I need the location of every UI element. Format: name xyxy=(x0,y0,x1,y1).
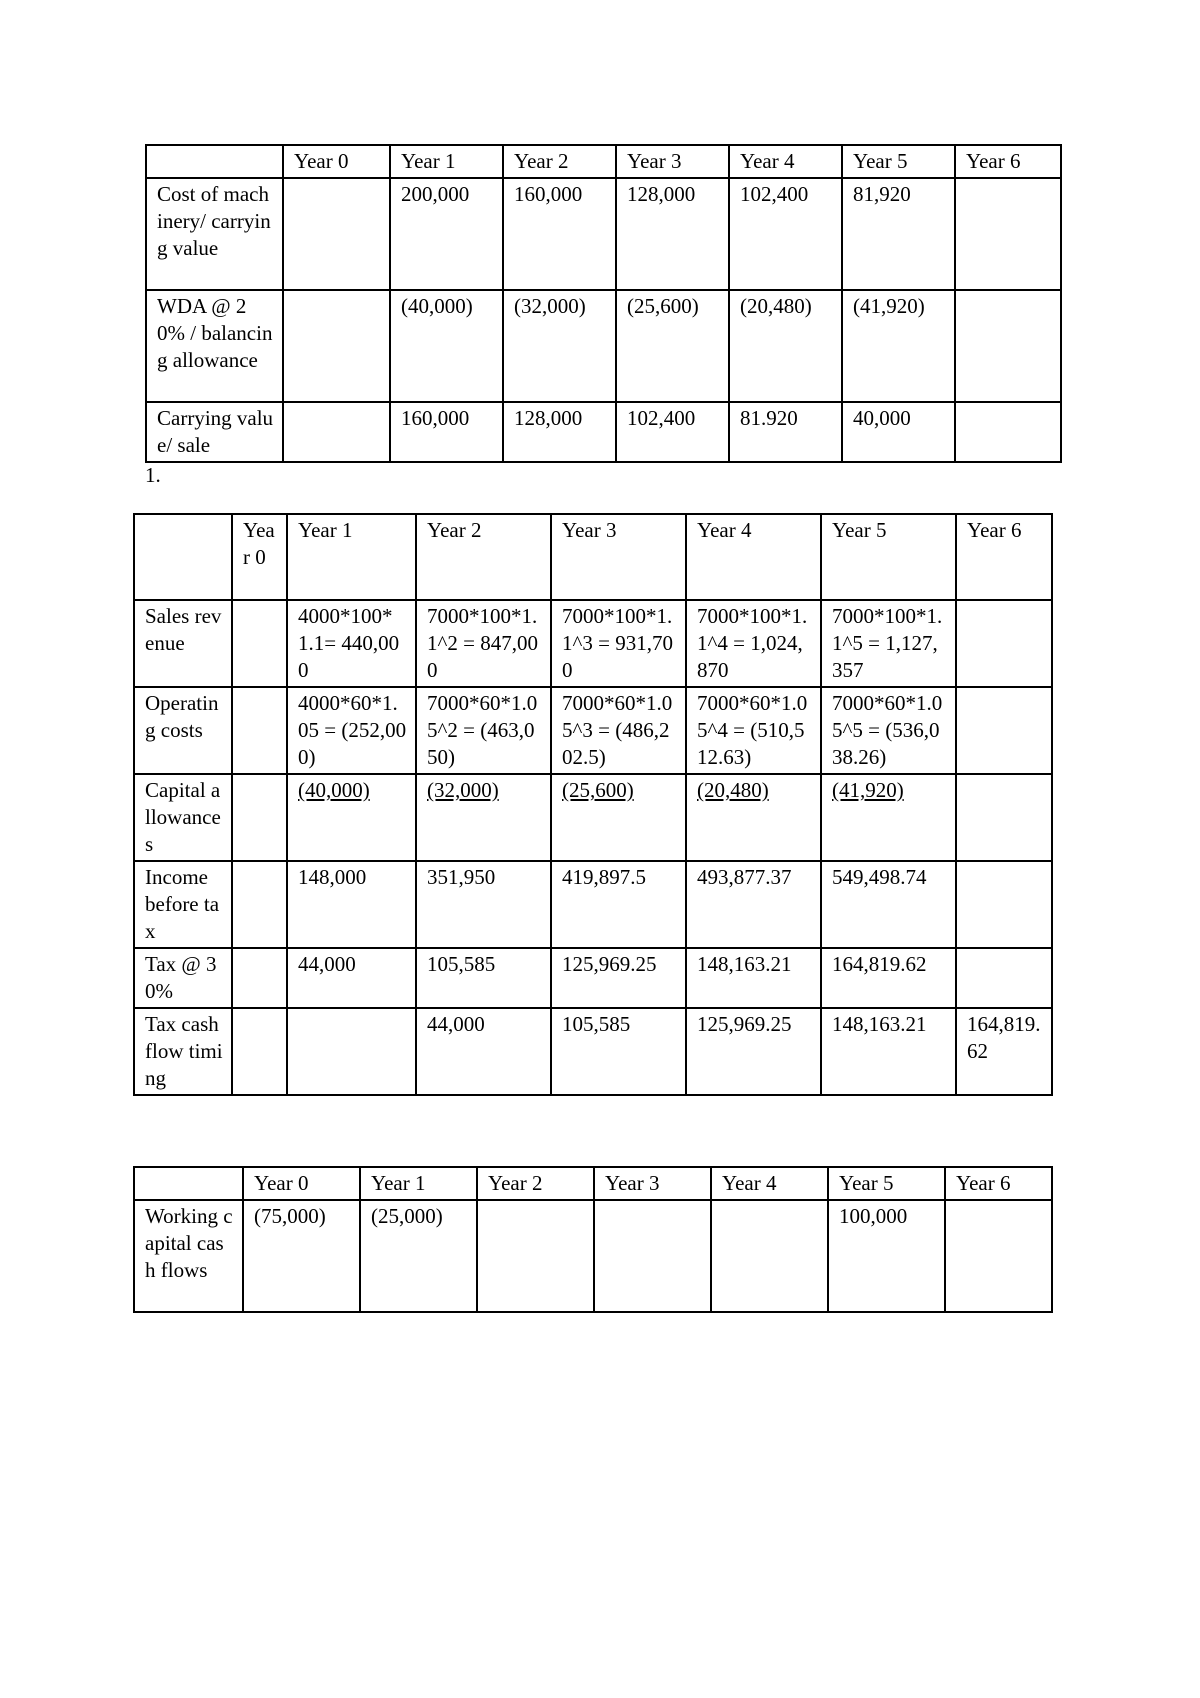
header-cell: Year 6 xyxy=(955,145,1061,178)
table-cell: 7000*60*1.05^5 = (536,038.26) xyxy=(821,687,956,774)
header-cell: Year 4 xyxy=(686,514,821,600)
table-cell: 44,000 xyxy=(416,1008,551,1095)
header-cell: Year 2 xyxy=(477,1167,594,1200)
table-cell: 493,877.37 xyxy=(686,861,821,948)
table-cell: 125,969.25 xyxy=(686,1008,821,1095)
table-cell xyxy=(956,600,1052,687)
table-cell: 148,163.21 xyxy=(821,1008,956,1095)
header-cell: Year 4 xyxy=(729,145,842,178)
table-cell: (32,000) xyxy=(416,774,551,861)
table-cell: (25,600) xyxy=(616,290,729,402)
row-label: Sales revenue xyxy=(134,600,232,687)
table-cell: 125,969.25 xyxy=(551,948,686,1008)
header-cell: Year 6 xyxy=(945,1167,1052,1200)
row-label: Operating costs xyxy=(134,687,232,774)
table-cell: 160,000 xyxy=(503,178,616,290)
table-row xyxy=(146,178,1061,290)
header-cell: Year 3 xyxy=(616,145,729,178)
table-cell: 148,000 xyxy=(287,861,416,948)
header-cell: Year 4 xyxy=(711,1167,828,1200)
header-cell: Year 6 xyxy=(956,514,1052,600)
table-cell xyxy=(956,774,1052,861)
table-cell: 7000*100*1.1^2 = 847,000 xyxy=(416,600,551,687)
table-cell: (75,000) xyxy=(243,1200,360,1312)
table-cell: 128,000 xyxy=(616,178,729,290)
header-cell: Year 1 xyxy=(390,145,503,178)
header-cell xyxy=(134,1167,243,1200)
section-number: 1. xyxy=(145,463,161,487)
table-cell xyxy=(287,1008,416,1095)
header-cell: Year 0 xyxy=(283,145,390,178)
table-cell xyxy=(955,402,1061,462)
table-row xyxy=(146,290,1061,402)
table-cell xyxy=(956,948,1052,1008)
row-label: Capital allowances xyxy=(134,774,232,861)
header-cell: Year 5 xyxy=(842,145,955,178)
header-cell: Year 0 xyxy=(243,1167,360,1200)
row-label: Tax cash flow timing xyxy=(134,1008,232,1095)
table-header-row xyxy=(146,145,1061,178)
row-label: WDA @ 20% / balancing allowance xyxy=(146,290,283,402)
row-label: Cost of machinery/ carrying value xyxy=(146,178,283,290)
table-cell xyxy=(477,1200,594,1312)
row-label: Tax @ 30% xyxy=(134,948,232,1008)
table-row xyxy=(134,774,1052,861)
table-cell: 164,819.62 xyxy=(956,1008,1052,1095)
table-cell: 419,897.5 xyxy=(551,861,686,948)
table-cell xyxy=(283,290,390,402)
table-cell xyxy=(594,1200,711,1312)
table-cell xyxy=(283,178,390,290)
header-cell: Year 3 xyxy=(551,514,686,600)
table-cell xyxy=(945,1200,1052,1312)
table-cell: (41,920) xyxy=(821,774,956,861)
table-cell: 148,163.21 xyxy=(686,948,821,1008)
working-capital-table xyxy=(133,1166,1053,1313)
table-cell: 102,400 xyxy=(616,402,729,462)
table-cell xyxy=(955,178,1061,290)
table-cell: 160,000 xyxy=(390,402,503,462)
row-label: Income before tax xyxy=(134,861,232,948)
table-cell: 549,498.74 xyxy=(821,861,956,948)
table-cell: 100,000 xyxy=(828,1200,945,1312)
header-cell xyxy=(146,145,283,178)
table-row xyxy=(146,402,1061,462)
table-cell xyxy=(232,861,287,948)
table-cell xyxy=(956,861,1052,948)
table-row xyxy=(134,948,1052,1008)
table-cell: 105,585 xyxy=(416,948,551,1008)
table-cell: 40,000 xyxy=(842,402,955,462)
table-cell xyxy=(956,687,1052,774)
table-cell: (40,000) xyxy=(390,290,503,402)
table-cell: 4000*100*1.1= 440,000 xyxy=(287,600,416,687)
table-cell: 4000*60*1.05 = (252,000) xyxy=(287,687,416,774)
header-cell: Year 2 xyxy=(416,514,551,600)
table-cell xyxy=(232,774,287,861)
tax-computation-table xyxy=(133,513,1053,1096)
table-row xyxy=(134,600,1052,687)
table-cell: 81.920 xyxy=(729,402,842,462)
table-cell: 7000*100*1.1^5 = 1,127,357 xyxy=(821,600,956,687)
row-label: Working capital cash flows xyxy=(134,1200,243,1312)
table-cell: (25,000) xyxy=(360,1200,477,1312)
table-cell: (41,920) xyxy=(842,290,955,402)
table-cell: 128,000 xyxy=(503,402,616,462)
table-cell: 81,920 xyxy=(842,178,955,290)
table-cell xyxy=(232,1008,287,1095)
table-row xyxy=(134,1200,1052,1312)
capital-allowance-table xyxy=(145,144,1062,463)
table-cell xyxy=(232,948,287,1008)
table-cell: 105,585 xyxy=(551,1008,686,1095)
table-row xyxy=(134,1008,1052,1095)
header-cell: Year 5 xyxy=(821,514,956,600)
table-row xyxy=(134,687,1052,774)
table-cell xyxy=(955,290,1061,402)
table-cell xyxy=(283,402,390,462)
header-cell: Year 3 xyxy=(594,1167,711,1200)
table-cell: 351,950 xyxy=(416,861,551,948)
table-header-row xyxy=(134,1167,1052,1200)
table-cell: 7000*60*1.05^4 = (510,512.63) xyxy=(686,687,821,774)
table-row xyxy=(134,861,1052,948)
table-cell xyxy=(711,1200,828,1312)
table-cell: 7000*60*1.05^2 = (463,050) xyxy=(416,687,551,774)
table-cell: 200,000 xyxy=(390,178,503,290)
table-cell: 7000*100*1.1^4 = 1,024,870 xyxy=(686,600,821,687)
header-cell: Year 5 xyxy=(828,1167,945,1200)
header-cell: Year 0 xyxy=(232,514,287,600)
table-cell: 7000*100*1.1^3 = 931,700 xyxy=(551,600,686,687)
table-cell: (25,600) xyxy=(551,774,686,861)
table-cell: (20,480) xyxy=(729,290,842,402)
row-label: Carrying value/ sale xyxy=(146,402,283,462)
table-header-row xyxy=(134,514,1052,600)
table-cell xyxy=(232,687,287,774)
table-cell: (40,000) xyxy=(287,774,416,861)
table-cell xyxy=(232,600,287,687)
table-cell: 164,819.62 xyxy=(821,948,956,1008)
table-cell: (32,000) xyxy=(503,290,616,402)
table-cell: (20,480) xyxy=(686,774,821,861)
header-cell: Year 2 xyxy=(503,145,616,178)
table-cell: 44,000 xyxy=(287,948,416,1008)
table-cell: 7000*60*1.05^3 = (486,202.5) xyxy=(551,687,686,774)
table-cell: 102,400 xyxy=(729,178,842,290)
header-cell: Year 1 xyxy=(287,514,416,600)
header-cell xyxy=(134,514,232,600)
header-cell: Year 1 xyxy=(360,1167,477,1200)
